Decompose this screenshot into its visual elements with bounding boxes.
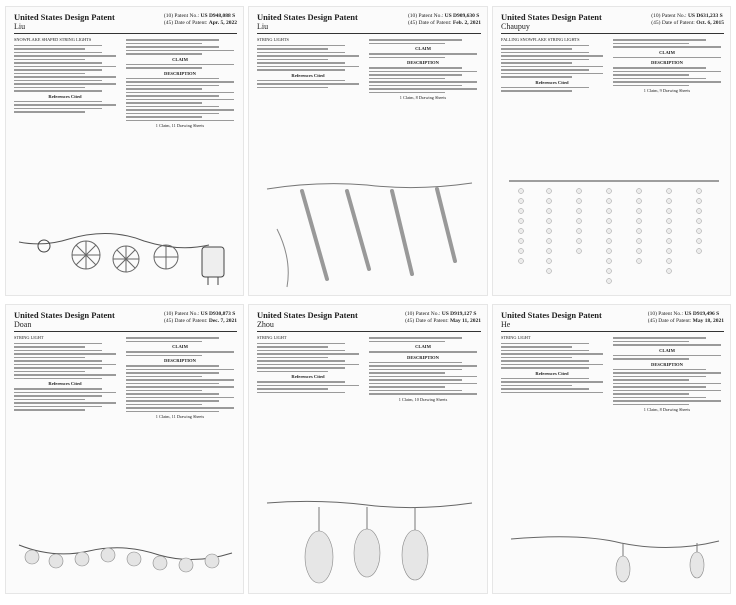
header-rule xyxy=(501,331,724,332)
patent-page-6 xyxy=(492,304,731,594)
invention-title: STRING LIGHT xyxy=(257,335,287,340)
patent-title: United States Design Patent xyxy=(257,12,358,22)
patent-no-label: (10) Patent No.: xyxy=(647,311,684,317)
claims-count: 1 Claim, 11 Drawing Sheets xyxy=(155,414,205,419)
patent-title: United States Design Patent xyxy=(14,12,115,22)
patent-number: US D909,630 S xyxy=(444,13,480,19)
references-heading: References Cited xyxy=(48,381,82,387)
header-rule xyxy=(14,331,237,332)
claims-count: 1 Claim, 8 Drawing Sheets xyxy=(399,95,447,100)
patent-no-label: (10) Patent No.: xyxy=(163,13,200,19)
claim-heading: CLAIM xyxy=(415,344,431,349)
date-label: (45) Date of Patent: xyxy=(405,318,449,324)
patent-page-4 xyxy=(5,304,244,594)
inventor-name: Chaupuy xyxy=(501,22,530,31)
ball-lights-drawing xyxy=(14,525,239,587)
snowflake-lights-drawing xyxy=(14,217,239,289)
patent-no-label: (10) Patent No.: xyxy=(651,13,687,19)
invention-title: FALLING SNOWFLAKE STRING LIGHTS xyxy=(501,37,580,42)
patent-page-3 xyxy=(492,6,731,296)
patent-title: United States Design Patent xyxy=(14,310,115,320)
claims-count: 1 Claim, 9 Drawing Sheets xyxy=(643,88,691,93)
claim-heading: CLAIM xyxy=(172,56,188,62)
header-rule xyxy=(14,33,237,34)
references-heading: References Cited xyxy=(535,370,569,376)
header-rule xyxy=(501,33,724,34)
claims-count: 1 Claim, 11 Drawing Sheets xyxy=(155,123,205,128)
patent-number: US D919,496 S xyxy=(684,311,720,317)
date-label: (45) Date of Patent: xyxy=(647,318,692,324)
header-rule xyxy=(257,331,481,332)
claim-heading: CLAIM xyxy=(415,46,431,51)
date-label: (45) Date of Patent: xyxy=(651,20,695,26)
small-bulb-lights-drawing xyxy=(501,525,726,587)
references-heading: References Cited xyxy=(48,93,82,99)
description-heading: DESCRIPTION xyxy=(164,70,196,76)
patent-date: Dec. 7, 2021 xyxy=(208,318,237,324)
patent-title: United States Design Patent xyxy=(501,12,602,22)
hanging-bulb-lights-drawing xyxy=(257,495,483,587)
references-heading: References Cited xyxy=(291,374,325,380)
patent-title: United States Design Patent xyxy=(501,310,602,320)
claim-heading: CLAIM xyxy=(659,49,675,55)
patent-number: US D631,233 S xyxy=(687,13,723,19)
description-heading: DESCRIPTION xyxy=(651,60,683,65)
invention-title: SNOWFLAKE SHAPED STRING LIGHTS xyxy=(14,37,92,42)
patent-number: US D930,873 S xyxy=(200,311,236,317)
patent-date: May 18, 2021 xyxy=(692,318,724,324)
claims-count: 1 Claim, 8 Drawing Sheets xyxy=(643,407,691,412)
patent-date: Oct. 6, 2015 xyxy=(696,20,724,26)
description-heading: DESCRIPTION xyxy=(407,60,439,65)
patent-date: Feb. 2, 2021 xyxy=(452,20,481,26)
inventor-name: Doan xyxy=(14,320,32,329)
patent-number: US D948,088 S xyxy=(200,13,236,19)
inventor-name: Liu xyxy=(257,22,269,31)
invention-title: STRING LIGHTS xyxy=(257,37,289,42)
tube-lights-drawing xyxy=(257,169,483,289)
patent-page-2 xyxy=(248,6,488,296)
claim-heading: CLAIM xyxy=(659,347,675,353)
date-label: (45) Date of Patent: xyxy=(407,20,452,26)
description-heading: DESCRIPTION xyxy=(651,361,683,367)
icicle-lights-drawing xyxy=(501,171,726,289)
claim-heading: CLAIM xyxy=(172,344,188,349)
header-rule xyxy=(257,33,481,34)
patent-no-label: (10) Patent No.: xyxy=(405,311,441,317)
inventor-name: Liu xyxy=(14,22,26,31)
description-heading: DESCRIPTION xyxy=(407,354,439,360)
invention-title: STRING LIGHT xyxy=(14,335,44,340)
references-heading: References Cited xyxy=(291,72,325,78)
patent-no-label: (10) Patent No.: xyxy=(407,13,444,19)
patent-title: United States Design Patent xyxy=(257,310,358,320)
inventor-name: He xyxy=(501,320,511,329)
patent-number: US D919,127 S xyxy=(441,311,477,317)
patent-date: Apr. 5, 2022 xyxy=(208,20,237,26)
patent-date: May 11, 2021 xyxy=(449,318,481,324)
patent-page-1 xyxy=(5,6,244,296)
invention-title: STRING LIGHT xyxy=(501,335,531,340)
description-heading: DESCRIPTION xyxy=(164,358,196,363)
patent-no-label: (10) Patent No.: xyxy=(163,311,200,317)
claims-count: 1 Claim, 10 Drawing Sheets xyxy=(398,396,448,402)
references-heading: References Cited xyxy=(535,79,569,85)
inventor-name: Zhou xyxy=(257,320,274,329)
date-label: (45) Date of Patent: xyxy=(163,318,208,324)
date-label: (45) Date of Patent: xyxy=(163,20,208,26)
patent-page-5 xyxy=(248,304,488,594)
patent-grid xyxy=(5,6,731,600)
